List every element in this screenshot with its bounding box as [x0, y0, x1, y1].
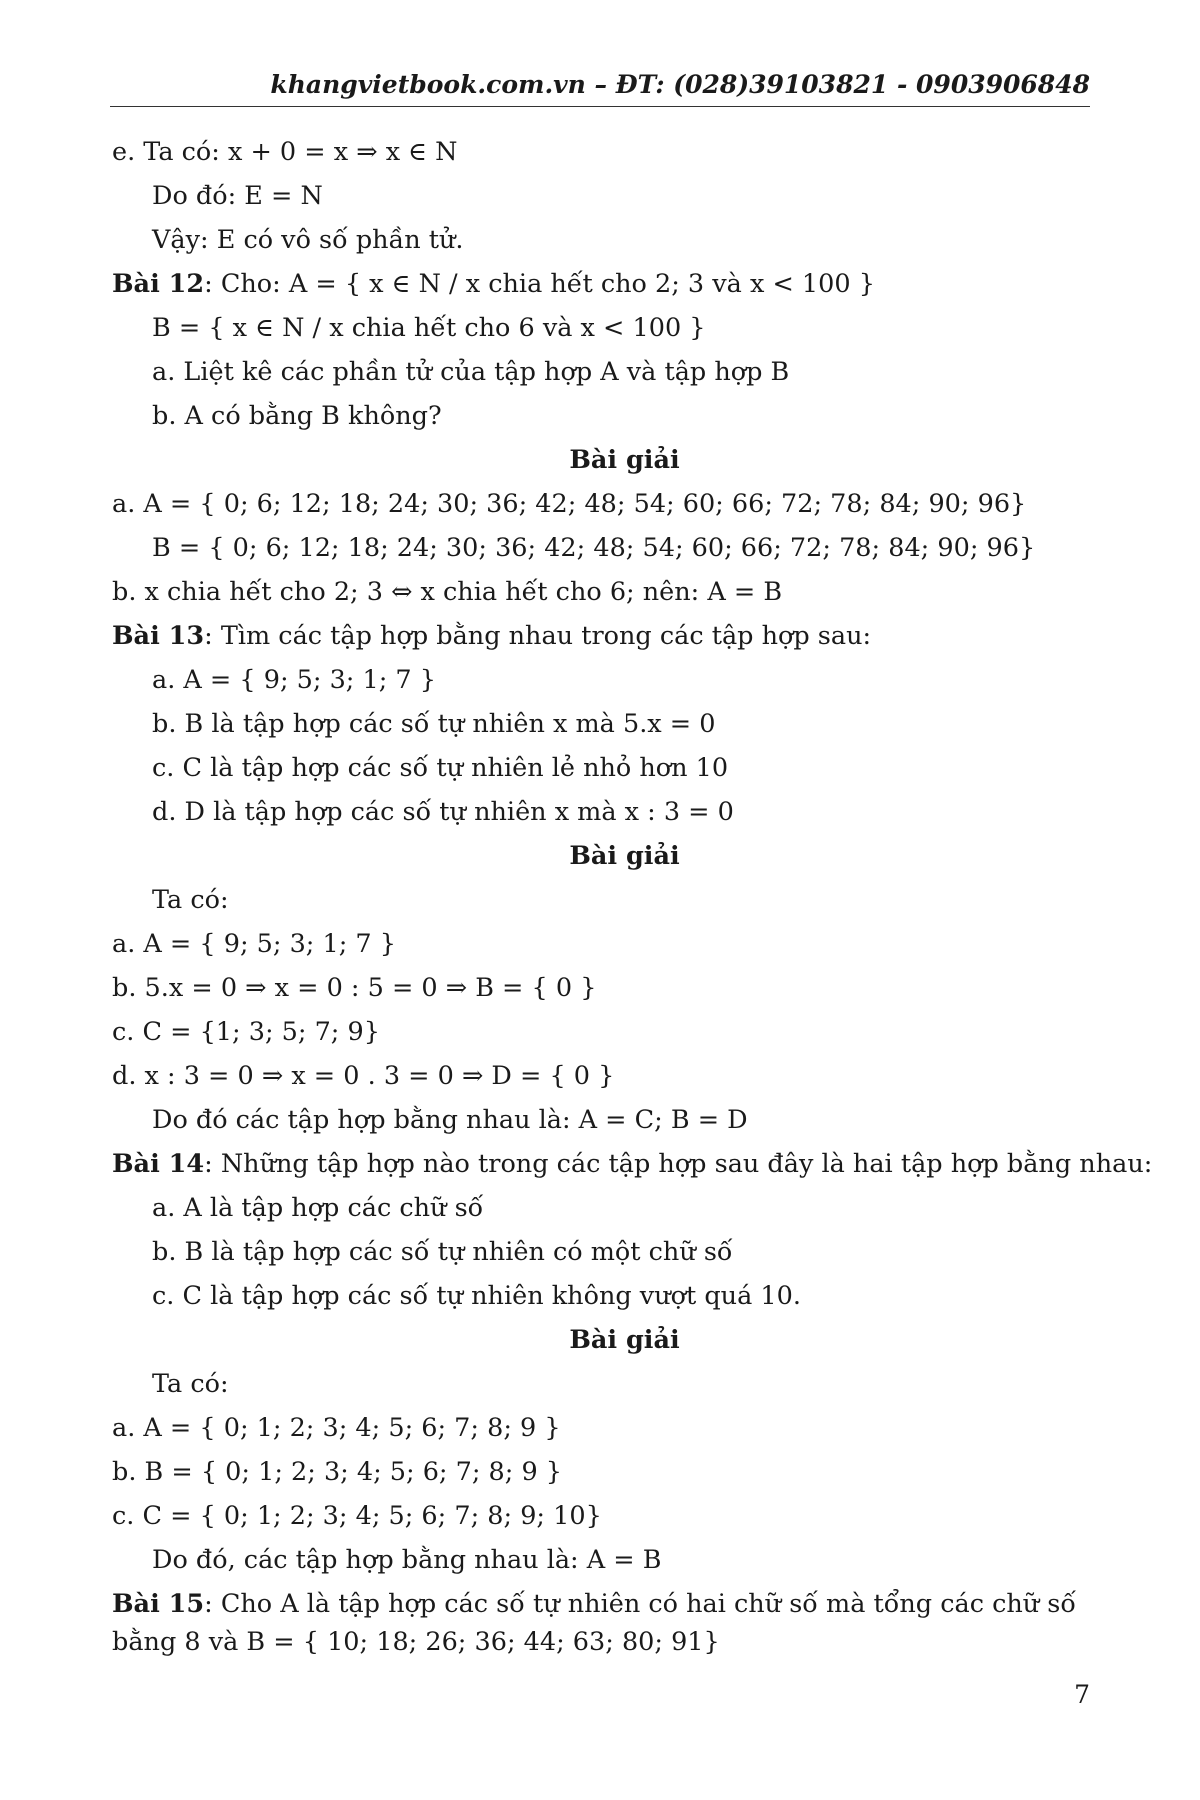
exercise-13-text: : Tìm các tập hợp bằng nhau trong các tập hợp sau:	[204, 621, 872, 651]
exercise-15-label: Bài 15	[112, 1589, 205, 1619]
exercise-14-statement	[112, 1142, 1153, 1186]
line-e-result: Vậy: E có vô số phần tử.	[152, 225, 464, 255]
solution-14-conclusion: Do đó, các tập hợp bằng nhau là: A = B	[152, 1545, 662, 1575]
exercise-12-text: : Cho: A = { x ∈ N / x chia hết cho 2; 3 và x < 100 }	[204, 269, 875, 299]
solution-12-b: b. x chia hết cho 2; 3 ⇔ x chia hết cho 6; nên: A = B	[112, 577, 783, 607]
line-e: e. Ta có: x + 0 = x ⇒ x ∈ N	[112, 137, 458, 167]
exercise-13-a: a. A = { 9; 5; 3; 1; 7 }	[152, 665, 436, 695]
exercise-12-statement	[112, 262, 1097, 306]
solution-14-intro: Ta có:	[152, 1369, 229, 1399]
solution-14-a: a. A = { 0; 1; 2; 3; 4; 5; 6; 7; 8; 9 }	[112, 1413, 561, 1443]
solution-13-d: d. x : 3 = 0 ⇒ x = 0 . 3 = 0 ⇒ D = { 0 }	[112, 1061, 615, 1091]
line-e-conclusion: Do đó: E = N	[152, 181, 323, 211]
exercise-12-question-b: b. A có bằng B không?	[152, 401, 442, 431]
solution-heading-12: Bài giải	[569, 445, 680, 475]
exercise-14-a: a. A là tập hợp các chữ số	[152, 1193, 484, 1223]
solution-heading-13: Bài giải	[569, 841, 680, 871]
solution-13-a: a. A = { 9; 5; 3; 1; 7 }	[112, 929, 396, 959]
page-number: 7	[1074, 1680, 1090, 1709]
solution-13-b: b. 5.x = 0 ⇒ x = 0 : 5 = 0 ⇒ B = { 0 }	[112, 973, 597, 1003]
solution-14-b: b. B = { 0; 1; 2; 3; 4; 5; 6; 7; 8; 9 }	[112, 1457, 563, 1487]
solution-14-c: c. C = { 0; 1; 2; 3; 4; 5; 6; 7; 8; 9; 10}	[112, 1501, 602, 1531]
solution-heading-14: Bài giải	[569, 1325, 680, 1355]
exercise-12-label: Bài 12	[112, 269, 205, 299]
exercise-14-label: Bài 14	[112, 1149, 205, 1179]
exercise-15-statement	[112, 1582, 1097, 1661]
solution-13-conclusion: Do đó các tập hợp bằng nhau là: A = C; B = D	[152, 1105, 748, 1135]
solution-13-c: c. C = {1; 3; 5; 7; 9}	[112, 1017, 380, 1047]
exercise-12-question-a: a. Liệt kê các phần tử của tập hợp A và tập hợp B	[152, 357, 790, 387]
header-text: khangvietbook.com.vn – ĐT: (028)39103821 - 0903906848	[270, 70, 1090, 99]
exercise-13-statement	[112, 614, 1097, 658]
solution-12-a: a. A = { 0; 6; 12; 18; 24; 30; 36; 42; 48; 54; 60; 66; 72; 78; 84; 90; 96}	[112, 489, 1027, 519]
exercise-13-c: c. C là tập hợp các số tự nhiên lẻ nhỏ hơn 10	[152, 753, 729, 783]
exercise-13-d: d. D là tập hợp các số tự nhiên x mà x : 3 = 0	[152, 797, 734, 827]
exercise-12-set-b: B = { x ∈ N / x chia hết cho 6 và x < 100 }	[152, 313, 706, 343]
exercise-14-c: c. C là tập hợp các số tự nhiên không vượt quá 10.	[152, 1281, 801, 1311]
solution-12-b-set: B = { 0; 6; 12; 18; 24; 30; 36; 42; 48; 54; 60; 66; 72; 78; 84; 90; 96}	[152, 533, 1036, 563]
page-content	[112, 130, 1153, 1661]
exercise-13-label: Bài 13	[112, 621, 205, 651]
exercise-14-b: b. B là tập hợp các số tự nhiên có một chữ số	[152, 1237, 733, 1267]
solution-13-intro: Ta có:	[152, 885, 229, 915]
exercise-15-text: : Cho A là tập hợp các số tự nhiên có hai chữ số mà tổng các chữ số bằng 8 và B = { 10; 18; 26; 36; 44; 63; 80; 91}	[112, 1589, 1076, 1657]
exercise-14-text: : Những tập hợp nào trong các tập hợp sau đây là hai tập hợp bằng nhau:	[204, 1149, 1153, 1179]
page-header	[110, 60, 1090, 107]
exercise-13-b: b. B là tập hợp các số tự nhiên x mà 5.x = 0	[152, 709, 716, 739]
